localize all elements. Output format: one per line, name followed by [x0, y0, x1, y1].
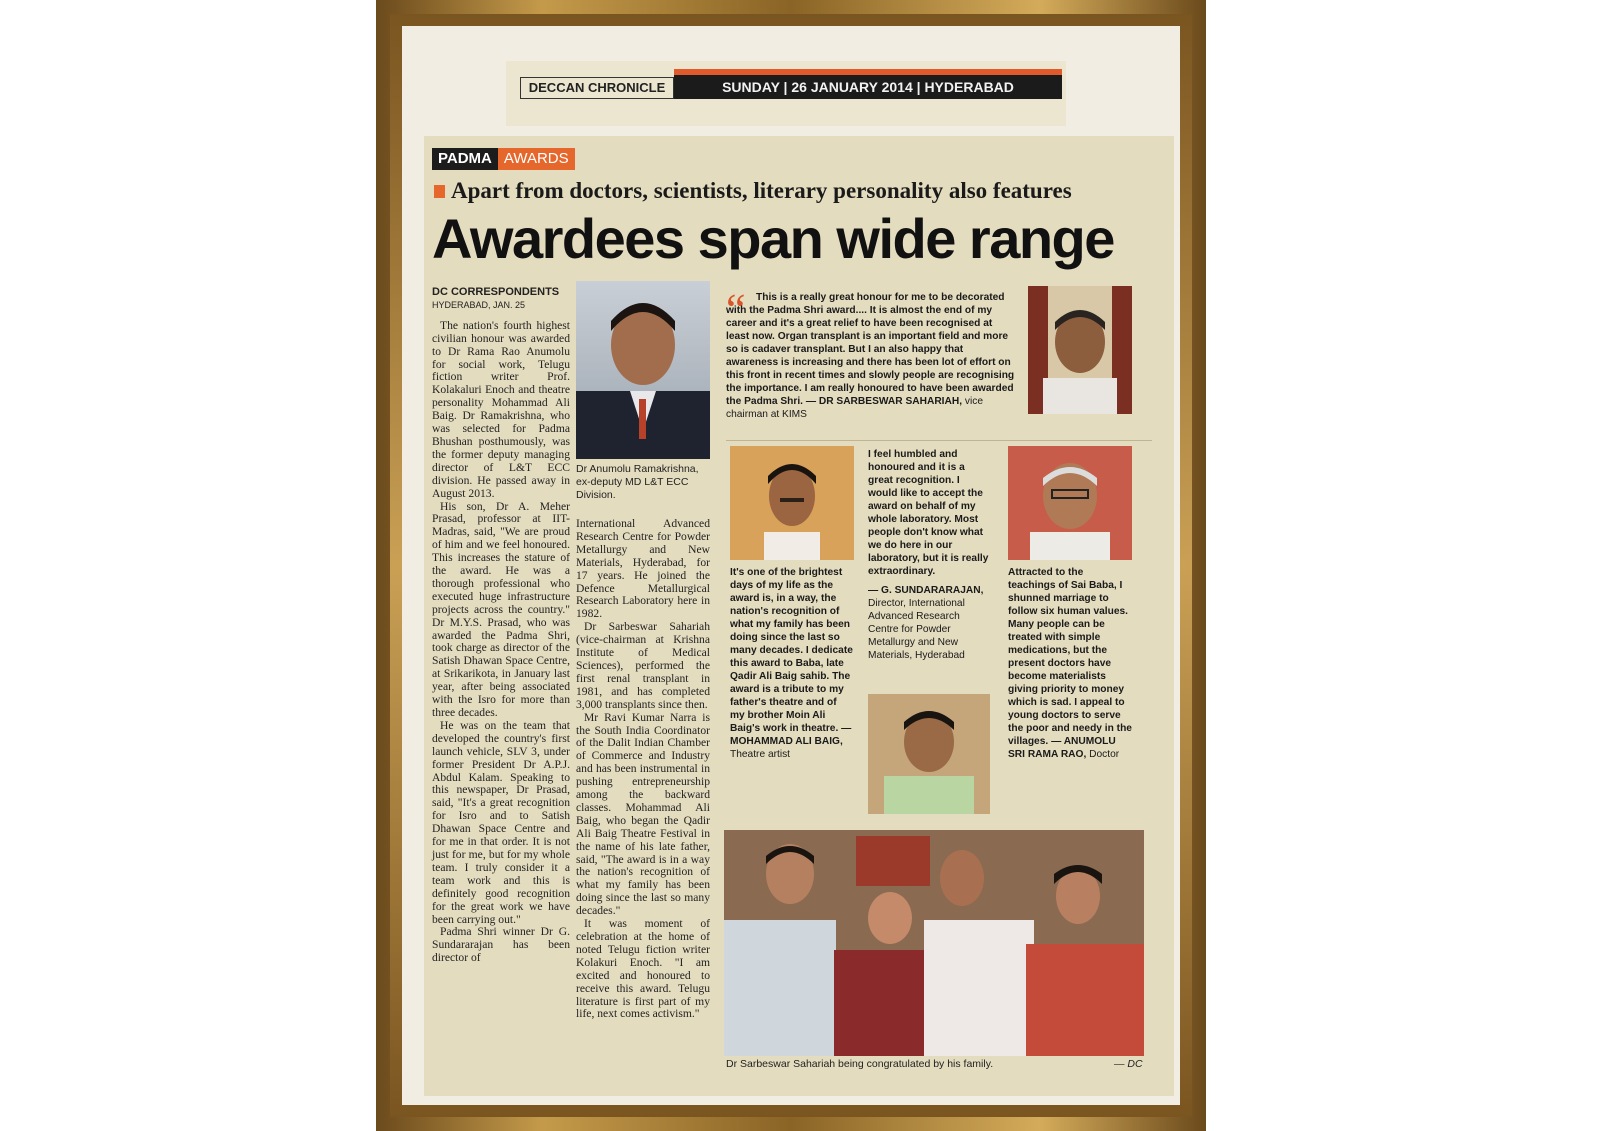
quote-sahariah: [726, 291, 1016, 421]
paragraph: Padma Shri winner Dr G. Sundararajan has been director of: [432, 925, 570, 965]
masthead: [506, 61, 1066, 126]
photo-sundararajan: [868, 694, 990, 814]
quote-text: It's one of the brightest days of my life as the award is, in a way, the nation's recognition of what my family has been doing since the last so many decades. I dedicate this award to Baba, late Qadir Ali Baig sahib. The award is a tribute to my father's theatre and of my brother Moin Ali Baig's work in theatre.: [730, 567, 853, 734]
paragraph: His son, Dr A. Meher Prasad, professor at IIT-Madras, said, "We are proud of him and we feel honoured. This increases the stature of the award. He was a thorough professional who executed huge infrastructure projects across the country." Dr M.Y.S. Prasad, who was awarded the Padma Shri, took charge as director of the Satish Dhawan Space Centre, at Srikarikota, in January last year, after being associated with the Isro for more than three decades.: [432, 499, 570, 719]
divider: [726, 440, 1152, 441]
quote-role: vice chairman at KIMS: [726, 396, 984, 420]
quote-anumolu-sri-rama-rao: [1008, 566, 1132, 761]
byline: DC CORRESPONDENTS: [432, 286, 560, 298]
dateline: HYDERABAD, JAN. 25: [432, 299, 526, 310]
section-label: [432, 148, 575, 170]
quote-role: Director, International Advanced Research Centre for Powder Metallurgy and New Materials, Hyderabad: [868, 598, 965, 661]
quote-credit: — ANUMOLU SRI RAMA RAO,: [1008, 736, 1116, 760]
photo-sahariah: [1028, 286, 1132, 414]
quote-text: This is a really great honour for me to be decorated with the Padma Shri award.... It is almost the end of my career and it's a great relief to have been recognised at least now. Organ transplant is an important field and more so is cadaver transplant. But I an also happy that awareness is increasing and there has been lot of effort on this front in recent times and slowly people are recognising the importance. I am really honoured to have been awarded the Padma Shri.: [726, 292, 1015, 407]
paragraph: Dr Sarbeswar Sahariah (vice-chairman at Krishna Institute of Medical Sciences), performed the first renal transplant in 1981, and has completed 3,000 transplants since then.: [576, 620, 710, 711]
frame-moulding: [390, 14, 1192, 1117]
subheadline: [434, 178, 1072, 204]
bullet-square-icon: [434, 185, 445, 198]
subheadline-text: Apart from doctors, scientists, literary personality also features: [451, 178, 1072, 203]
picture-frame: [376, 0, 1206, 1131]
photo-credit: — DC: [1114, 1058, 1143, 1070]
frame-mat: [402, 26, 1180, 1105]
quote-mohammad-ali-baig: [730, 566, 854, 761]
quote-text: I feel humbled and honoured and it is a great recognition. I would like to accept the award on behalf of my whole laboratory. Most people don't know what we do here in our laboratory, but it is really extraordinary.: [868, 449, 989, 577]
photo-mohammad-ali-baig: [730, 446, 854, 560]
photo-sahariah-family: [724, 830, 1144, 1056]
paragraph: International Advanced Research Centre for Powder Metallurgy and New Materials, Hyderabad, for 17 years. He joined the Defence Metallurgical Research Laboratory here in 1982.: [576, 517, 710, 621]
paragraph: Mr Ravi Kumar Narra is the South India Coordinator of the Dalit Indian Chamber of Commerce and Industry and has been instrumental in pushing entrepreneurship among the backward classes. Mohammad Ali Baig, who began the Qadir Ali Baig Theatre Festival in the name of his late father, said, "The award is in a way the nation's recognition of what my family has been doing since the last so many decades.": [576, 710, 710, 918]
quote-role: Theatre artist: [730, 749, 791, 760]
article-column-1: [432, 286, 570, 965]
paper-name: DECCAN CHRONICLE: [520, 77, 674, 99]
quote-credit: — MOHAMMAD ALI BAIG,: [730, 723, 852, 747]
paragraph: It was moment of celebration at the home of noted Telugu fiction writer Kolakuri Enoch. "I am excited and honoured to receive this award. Telugu literature is first part of my life, next comes activism.": [576, 917, 710, 1021]
quote-credit: — G. SUNDARARAJAN,: [868, 585, 984, 596]
article-column-2: [576, 518, 710, 1021]
paragraph: The nation's fourth highest civilian honour was awarded to Dr Rama Rao Anumolu for social work, Telugu fiction writer Prof. Kolakaluri Enoch and theatre personality Mohammad Ali Baig. Dr Ramakrishna, who was selected for Padma Bhushan posthumously, was the former deputy managing director of L&T ECC division. He passed away in August 2013.: [432, 318, 570, 500]
quote-text: Attracted to the teachings of Sai Baba, I shunned marriage to follow six human values. Many people can be treated with simple medications, but the present doctors have become materialists giving priority to money which is sad. I appeal to young doctors to serve the poor and needy in the villages.: [1008, 567, 1132, 747]
newspaper-clipping: [424, 136, 1174, 1096]
date-line: SUNDAY | 26 JANUARY 2014 | HYDERABAD: [674, 69, 1062, 99]
headline: Awardees span wide range: [432, 207, 1114, 270]
quote-role: Doctor: [1089, 749, 1120, 760]
photo-anumolu-sri-rama-rao: [1008, 446, 1132, 560]
quote-credit: — DR SARBESWAR SAHARIAH,: [805, 396, 963, 407]
caption-family-photo: Dr Sarbeswar Sahariah being congratulated by his family.: [726, 1058, 994, 1070]
paragraph: He was on the team that developed the country's first launch vehicle, SLV 3, under former President Dr A.P.J. Abdul Kalam. Speaking to this newspaper, Dr Prasad, said, "It's a great recognition for Isro and to Satish Dhawan Space Centre and for me in that order. It is not just for me, but for my whole team. I truly consider it a team work and this is definitely good recognition for the great work we have been carrying out.": [432, 718, 570, 926]
section-tag-awards: AWARDS: [498, 148, 575, 170]
caption-ramakrishna: Dr Anumolu Ramakrishna, ex-deputy MD L&T ECC Division.: [576, 463, 699, 501]
quote-sundararajan: [868, 448, 990, 662]
section-tag-padma: PADMA: [432, 148, 498, 170]
photo-ramakrishna: [576, 281, 710, 459]
quote-mark-icon: “: [726, 285, 746, 334]
